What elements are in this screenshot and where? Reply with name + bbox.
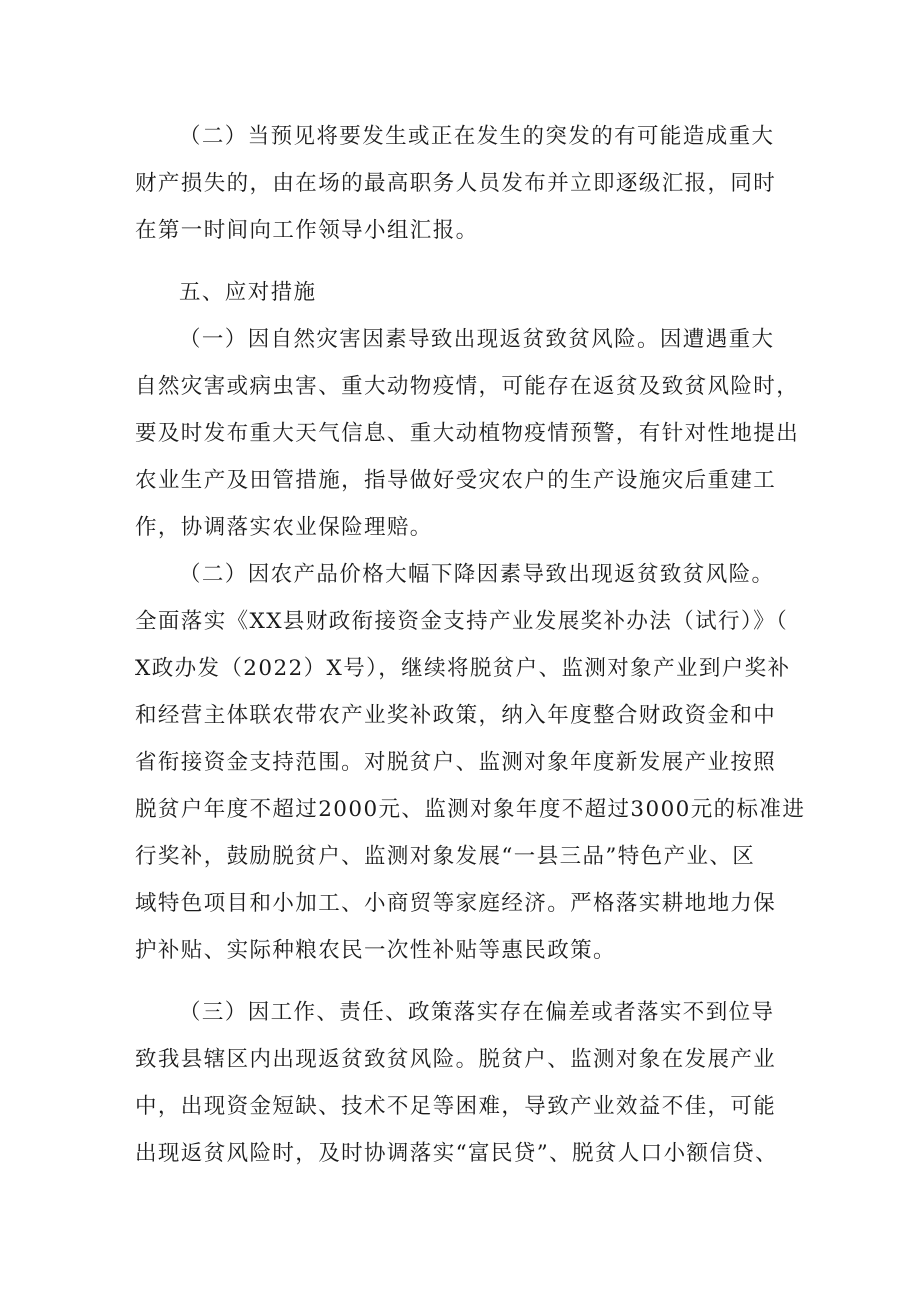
text-line: （三）因工作、责任、政策落实存在偏差或者落实不到位导 — [179, 1000, 775, 1025]
spacer — [135, 254, 791, 269]
paragraph-emergency-report — [135, 113, 791, 254]
text-line: 中，出现资金短缺、技术不足等困难，导致产业效益不佳，可能 — [135, 1094, 777, 1119]
text-line: X政办发（2022）X号），继续将脱贫户、监测对象产业到户奖补 — [135, 656, 791, 681]
text-line: 和经营主体联农带农产业奖补政策，纳入年度整合财政资金和中 — [135, 703, 777, 728]
spacer — [135, 974, 791, 989]
text-line: 财产损失的，由在场的最高职务人员发布并立即逐级汇报，同时 — [135, 171, 777, 196]
text-line: 自然灾害或病虫害、重大动物疫情，可能存在返贫及致贫风险时， — [135, 374, 800, 399]
text-line: 在第一时间向工作领导小组汇报。 — [135, 218, 479, 243]
paragraph-price-drop — [135, 551, 806, 974]
text-line: 行奖补，鼓励脱贫户、监测对象发展“一县三品”特色产业、区 — [135, 844, 756, 869]
paragraph-policy-deviation — [135, 989, 791, 1177]
document-body — [135, 113, 806, 1177]
text-line: 护补贴、实际种粮农民一次性补贴等惠民政策。 — [135, 938, 616, 963]
text-line: 致我县辖区内出现返贫致贫风险。脱贫户、监测对象在发展产业 — [135, 1047, 777, 1072]
text-line: 全面落实《XX县财政衔接资金支持产业发展奖补办法（试行）》（ — [135, 609, 789, 634]
paragraph-natural-disaster — [135, 316, 800, 551]
text-line: 要及时发布重大天气信息、重大动植物疫情预警，有针对性地提出 — [135, 421, 800, 446]
text-line: （一）因自然灾害因素导致出现返贫致贫风险。因遭遇重大 — [179, 327, 775, 352]
text-line: 脱贫户年度不超过2000元、监测对象年度不超过3000元的标准进 — [135, 797, 806, 822]
text-line: 出现返贫风险时，及时协调落实“富民贷”、脱贫人口小额信贷、 — [135, 1141, 779, 1166]
text-line: 省衔接资金支持范围。对脱贫户、监测对象年度新发展产业按照 — [135, 750, 777, 775]
text-line: （二）当预见将要发生或正在发生的突发的有可能造成重大 — [179, 124, 775, 149]
text-line: 作，协调落实农业保险理赔。 — [135, 515, 433, 540]
section-heading — [135, 269, 791, 316]
text-line: 农业生产及田管措施，指导做好受灾农户的生产设施灾后重建工 — [135, 468, 777, 493]
text-line: （二）因农产品价格大幅下降因素导致出现返贫致贫风险。 — [179, 562, 775, 587]
heading-line: 五、应对措施 — [179, 280, 317, 305]
text-line: 域特色项目和小加工、小商贸等家庭经济。严格落实耕地地力保 — [135, 891, 777, 916]
